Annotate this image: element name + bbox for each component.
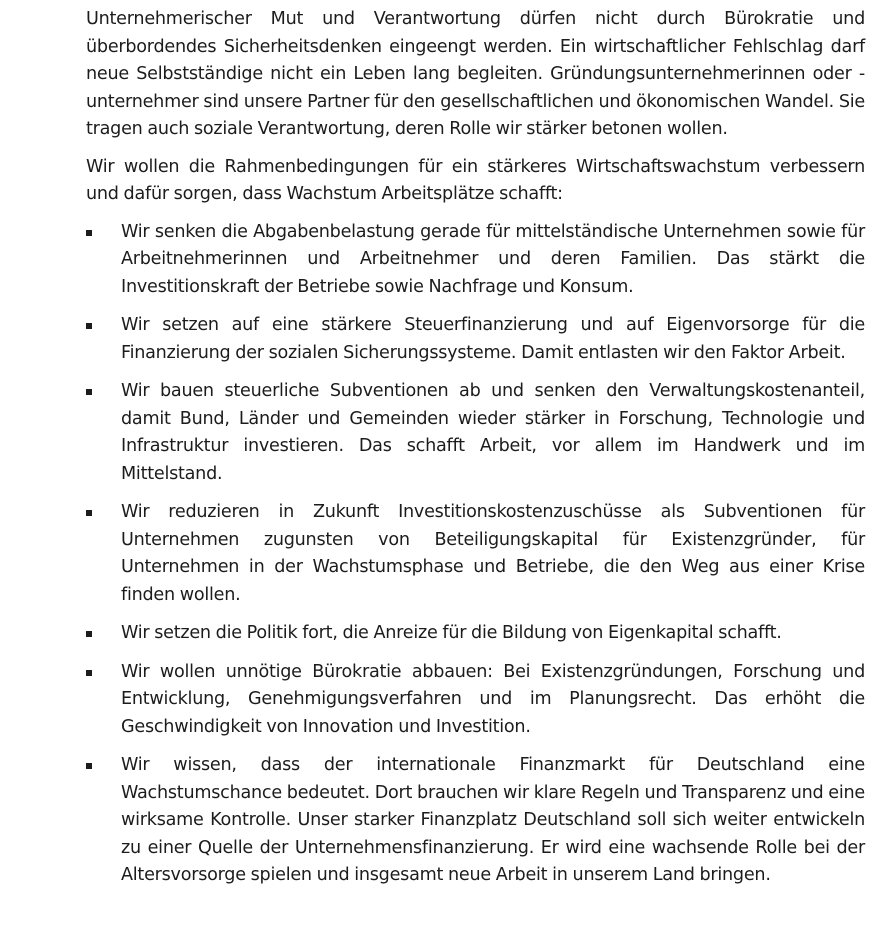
square-bullet-icon (86, 230, 92, 236)
square-bullet-icon (86, 323, 92, 329)
bullet-text: Wir setzen auf eine stärkere Steuerfinanzierung und auf Eigenvorsorge für die Finanzierung der sozialen Sicherungssysteme. Damit entlasten wir den Faktor Arbeit. (121, 315, 865, 363)
bullet-text: Wir senken die Abgabenbelastung gerade für mittelständische Unternehmen sowie für Arbeitnehmerinnen und Arbeitnehmer und deren Familien. Das stärkt die Investitionskraft der Betriebe sowie Nachfrage und Konsum. (121, 221, 865, 297)
bullet-text: Wir setzen die Politik fort, die Anreize für die Bildung von Eigenkapital schafft. (121, 623, 782, 643)
bullet-text: Wir wissen, dass der internationale Finanzmarkt für Deutschland eine Wachstumschance bedeutet. Dort brauchen wir klare Regeln und Transparenz und eine wirksame Kontrolle. Unser starker Finanzplatz Deutschland soll sich weiter entwickeln zu einer Quelle der Unternehmensfinanzierung. Er wird eine wachsende Rolle bei der Altersvorsorge spielen und insgesamt neue Arbeit in unserem Land bringen. (121, 755, 865, 885)
square-bullet-icon (86, 763, 92, 769)
square-bullet-icon (86, 670, 92, 676)
bullet-item (86, 620, 865, 648)
bullet-text: Wir reduzieren in Zukunft Investitionskostenzuschüsse als Subventionen für Unternehmen zugunsten von Beteiligungskapital für Existenzgründer, für Unternehmen in der Wachstumsphase und Betriebe, die den Weg aus einer Krise finden wollen. (121, 502, 865, 605)
bullet-text: Wir wollen unnötige Bürokratie abbauen: Bei Existenzgründungen, Forschung und Entwicklung, Genehmigungsverfahren und im Planungsrecht. Das erhöht die Geschwindigkeit von Innovation und Investition. (121, 661, 865, 737)
bullet-item (86, 312, 865, 367)
square-bullet-icon (86, 631, 92, 637)
bullet-item (86, 752, 865, 890)
bullet-item (86, 219, 865, 302)
bullet-item (86, 378, 865, 488)
bullet-item (86, 499, 865, 609)
paragraph-framework: Wir wollen die Rahmenbedingungen für ein stärkeres Wirtschaftswachstum verbessern und dafür sorgen, dass Wachstum Arbeitsplätze schafft: (86, 156, 865, 204)
bullet-text: Wir bauen steuerliche Subventionen ab und senken den Verwaltungskostenanteil, damit Bund, Länder und Gemeinden wieder stärker in Forschung, Technologie und Infrastruktur investieren. Das schafft Arbeit, vor allem im Handwerk und im Mittelstand. (121, 381, 865, 484)
document-page (86, 6, 865, 901)
paragraph-intro: Unternehmerischer Mut und Verantwortung dürfen nicht durch Bürokratie und überbordendes Sicherheitsdenken eingeengt werden. Ein wirtschaftlicher Fehlschlag darf neue Selbstständige nicht ein Leben lang begleiten. Gründungsunternehmerinnen oder -unternehmer sind unsere Partner für den gesellschaftlichen und ökonomischen Wandel. Sie tragen auch soziale Verantwortung, deren Rolle wir stärker betonen wollen. (86, 9, 865, 139)
square-bullet-icon (86, 510, 92, 516)
bullet-item (86, 659, 865, 742)
bullet-list (86, 219, 865, 890)
square-bullet-icon (86, 389, 92, 395)
